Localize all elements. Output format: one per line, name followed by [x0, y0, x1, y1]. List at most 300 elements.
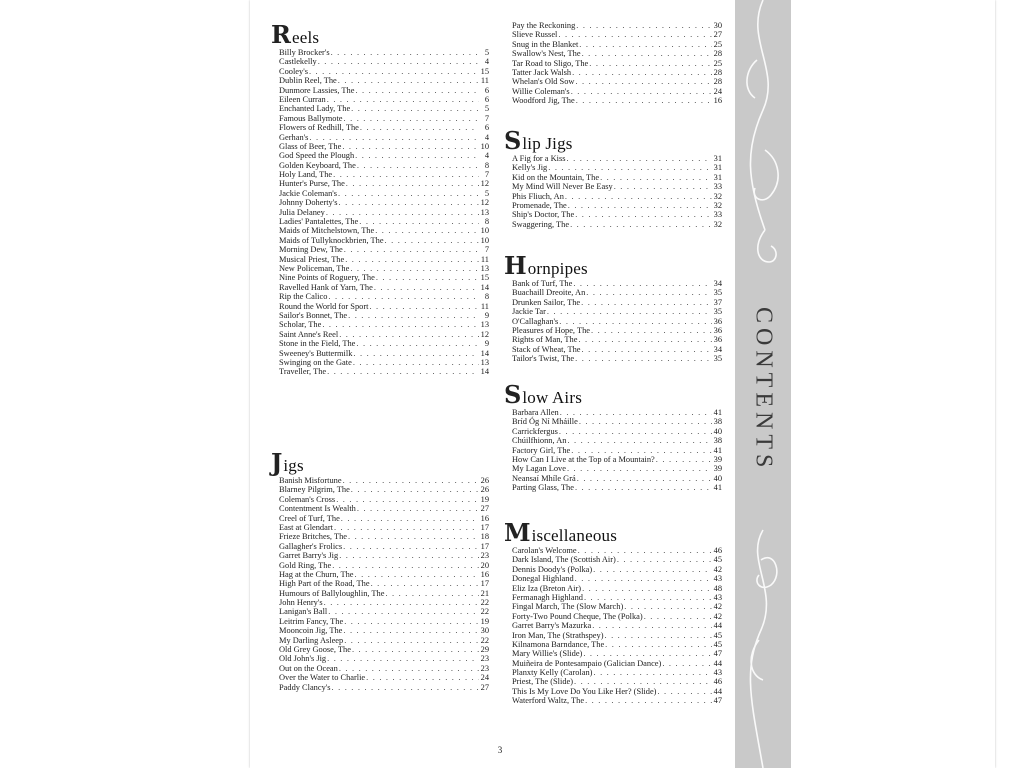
tune-title: Priest, The (Slide) [512, 677, 574, 687]
dot-leader [376, 273, 479, 282]
dot-leader [582, 584, 712, 593]
contents-entry [279, 598, 489, 607]
page-ref: 30 [713, 21, 722, 30]
tune-title: My Mind Will Never Be Easy [512, 182, 613, 192]
dot-leader [584, 593, 712, 602]
contents-entry [279, 76, 489, 85]
page-ref: 25 [713, 58, 722, 68]
tune-title: Garret Barry's Jig [279, 551, 339, 561]
dot-leader [352, 645, 479, 654]
page-ref: 39 [713, 454, 722, 464]
dot-leader [600, 173, 712, 182]
tune-title: O'Callaghan's [512, 316, 559, 326]
dot-leader [341, 514, 479, 523]
contents-entry [512, 354, 722, 363]
tune-title: Neansaí Mhíle Grá [512, 473, 576, 483]
tune-title: Mooncoin Jig, The [279, 626, 343, 636]
tune-title: Pleasures of Hope, The [512, 325, 590, 335]
contents-entry [512, 345, 722, 354]
dot-leader [575, 77, 712, 86]
tune-title: Sailor's Bonnet, The [279, 310, 348, 320]
dot-leader [575, 354, 712, 363]
page-ref: 4 [484, 151, 489, 161]
page-ref: 26 [480, 485, 489, 495]
contents-entry [279, 485, 489, 494]
page-ref: 9 [484, 310, 489, 320]
dot-leader [339, 551, 479, 560]
contents-entry [279, 330, 489, 339]
dot-leader [344, 636, 479, 645]
page-ref: 19 [480, 616, 489, 626]
contents-entry [279, 349, 489, 358]
page-ref: 12 [480, 329, 489, 339]
page-ref: 18 [480, 532, 489, 542]
tune-title: Swinging on the Gate [279, 357, 352, 367]
dot-leader [344, 114, 479, 123]
dot-leader [593, 565, 712, 574]
dot-leader [576, 21, 712, 30]
dot-leader [571, 87, 712, 96]
contents-entry [512, 154, 722, 163]
tune-title: Maids of Tullyknockbrien, The [279, 235, 384, 245]
page-ref: 36 [713, 335, 722, 345]
tune-title: Tar Road to Sligo, The [512, 58, 589, 68]
page-ref: 13 [480, 320, 489, 330]
tune-title: Rip the Calico [279, 292, 328, 302]
contents-entry [512, 574, 722, 583]
contents-entry [279, 523, 489, 532]
dot-leader [348, 532, 479, 541]
page-ref: 34 [713, 279, 722, 288]
page-ref: 23 [480, 654, 489, 664]
tune-title: Bríd Óg Ní Mháille [512, 417, 578, 427]
dot-leader [355, 86, 479, 95]
drop-cap: J [271, 448, 283, 477]
page-ref: 12 [480, 179, 489, 189]
tune-title: Buachaill Dreoite, An [512, 288, 586, 298]
contents-entry [512, 220, 722, 229]
dot-leader [605, 640, 712, 649]
tune-title: Hag at the Churn, The [279, 569, 354, 579]
section-title [504, 128, 722, 154]
section-title-rest: eels [291, 28, 320, 47]
tune-title: Carrickfergus [512, 426, 558, 436]
section-jigs [271, 448, 489, 692]
contents-entry [279, 104, 489, 113]
tune-title: Scholar, The [279, 320, 322, 330]
tune-title: Stack of Wheat, The [512, 344, 581, 354]
tune-title: Over the Water to Charlie [279, 673, 366, 683]
page-ref: 23 [480, 663, 489, 673]
page-ref: 15 [480, 273, 489, 283]
contents-entry [279, 645, 489, 654]
contents-entry [512, 436, 722, 445]
contents-entry [279, 514, 489, 523]
tune-title: My Darling Asleep [279, 635, 344, 645]
section-title [504, 520, 722, 546]
page-ref: 11 [480, 254, 489, 264]
page-ref: 14 [480, 282, 489, 292]
contents-entry [279, 683, 489, 692]
page-ref: 47 [713, 649, 722, 659]
contents-entry [512, 621, 722, 630]
contents-entry [512, 446, 722, 455]
page-ref: 9 [484, 339, 489, 349]
dot-leader [328, 607, 479, 616]
contents-entry [279, 273, 489, 282]
contents-entry [512, 335, 722, 344]
tune-title: Iron Man, The (Strathspey) [512, 630, 604, 640]
dot-leader [309, 133, 479, 142]
dot-leader [353, 358, 479, 367]
dot-leader [369, 302, 479, 311]
page-ref: 44 [713, 686, 722, 696]
page-ref: 13 [480, 357, 489, 367]
contents-entry [512, 546, 722, 555]
section-title-rest: ornpipes [527, 259, 588, 278]
tune-title: Creel of Turf, The [279, 513, 340, 523]
contents-entry [279, 504, 489, 513]
page-ref: 43 [713, 592, 722, 602]
dot-leader [573, 279, 712, 288]
dot-leader [586, 288, 712, 297]
dot-leader [331, 48, 479, 57]
dot-leader [350, 264, 479, 273]
dot-leader [334, 523, 479, 532]
dot-leader [656, 455, 712, 464]
contents-vertical-title: CONTENTS [750, 307, 777, 473]
contents-entry [512, 21, 722, 30]
dot-leader [326, 208, 479, 217]
dot-leader [318, 57, 479, 66]
tune-title: Willie Coleman's [512, 86, 570, 96]
dot-leader [548, 163, 712, 172]
contents-entry [279, 579, 489, 588]
page-ref: 22 [480, 598, 489, 608]
contents-entry [279, 217, 489, 226]
contents-entry [512, 417, 722, 426]
page-ref: 32 [713, 191, 722, 201]
contents-entry [279, 226, 489, 235]
page-ref: 46 [713, 546, 722, 555]
page-ref: 35 [713, 288, 722, 298]
contents-entry [279, 367, 489, 376]
dot-leader [351, 104, 479, 113]
contents-entry [279, 208, 489, 217]
tune-title: Castlekelly [279, 57, 317, 67]
tune-title: Kid on the Mountain, The [512, 172, 600, 182]
page-ref: 7 [484, 113, 489, 123]
tune-title: Cooley's [279, 66, 308, 76]
page-ref: 22 [480, 635, 489, 645]
dot-leader [356, 339, 479, 348]
dot-leader [374, 283, 479, 292]
tune-title: Swaggering, The [512, 219, 570, 229]
dot-leader [339, 330, 479, 339]
tune-title: Golden Keyboard, The [279, 160, 356, 170]
dot-leader [578, 335, 712, 344]
tune-title: Barbara Allen [512, 408, 559, 417]
tune-title: Fingal March, The (Slow March) [512, 602, 624, 612]
page-ref: 14 [480, 348, 489, 358]
contents-entry [279, 673, 489, 682]
tune-title: Maids of Mitchelstown, The [279, 226, 375, 236]
tune-title: Leitrim Fancy, The [279, 616, 344, 626]
page-ref: 35 [713, 307, 722, 317]
contents-entry [279, 339, 489, 348]
contents-entry [279, 589, 489, 598]
page-ref: 39 [713, 464, 722, 474]
contents-entry [279, 198, 489, 207]
section-title [271, 450, 489, 476]
contents-entry [512, 77, 722, 86]
contents-entry [512, 659, 722, 668]
tune-title: Drunken Sailor, The [512, 297, 581, 307]
drop-cap: R [271, 20, 291, 49]
contents-entry [512, 565, 722, 574]
dot-leader [332, 561, 479, 570]
drop-cap: H [504, 251, 527, 280]
page-ref: 32 [713, 200, 722, 210]
page-ref: 41 [713, 483, 722, 493]
tune-title: Phis Fliuch, An [512, 191, 564, 201]
page-ref: 42 [713, 564, 722, 574]
section-title [271, 22, 489, 48]
dot-leader [343, 476, 479, 485]
tune-title: Blarney Pilgrim, The [279, 485, 350, 495]
page-ref: 36 [713, 316, 722, 326]
drop-cap: S [504, 380, 522, 409]
contents-entry [279, 570, 489, 579]
contents-entry [512, 326, 722, 335]
contents-entry [279, 48, 489, 57]
contents-entry [512, 464, 722, 473]
tune-title: Holy Land, The [279, 170, 333, 180]
section-slow-airs [504, 380, 722, 493]
contents-entry [279, 626, 489, 635]
page-ref: 31 [713, 172, 722, 182]
contents-entry [512, 279, 722, 288]
page-ref: 17 [480, 541, 489, 551]
section-title-rest: igs [283, 456, 304, 475]
tune-title: Fermanagh Highland [512, 592, 583, 602]
contents-entry [512, 593, 722, 602]
page-ref: 21 [480, 588, 489, 598]
contents-entry [279, 264, 489, 273]
tune-title: Frieze Britches, The [279, 532, 347, 542]
dot-leader [574, 677, 712, 686]
dot-leader [333, 170, 479, 179]
tune-title: Billy Brocker's [279, 48, 330, 57]
contents-entry [512, 408, 722, 417]
tune-title: Promenade, The [512, 200, 567, 210]
dot-leader [589, 59, 712, 68]
page-ref: 30 [480, 626, 489, 636]
page-ref: 29 [480, 645, 489, 655]
dot-leader [343, 542, 479, 551]
section-title-rest: low Airs [522, 388, 583, 407]
tune-title: Dennis Doody's (Polka) [512, 564, 593, 574]
contents-entry [512, 59, 722, 68]
dot-leader [575, 210, 712, 219]
dot-leader [327, 367, 479, 376]
page-ref: 42 [713, 611, 722, 621]
page-ref: 40 [713, 426, 722, 436]
tune-title: Jackie Coleman's [279, 188, 338, 198]
contents-entry [512, 649, 722, 658]
dot-leader [322, 320, 479, 329]
page-ref: 16 [480, 513, 489, 523]
contents-entry [279, 320, 489, 329]
contents-entry [512, 68, 722, 77]
contents-entry [512, 182, 722, 191]
section-hornpipes [504, 251, 722, 364]
page-ref: 42 [713, 602, 722, 612]
contents-entry [279, 358, 489, 367]
contents-entry [512, 96, 722, 105]
tune-title: Morning Dew, The [279, 245, 343, 255]
page-ref: 16 [480, 569, 489, 579]
tune-title: Tailor's Twist, The [512, 354, 575, 364]
contents-entry [512, 163, 722, 172]
contents-entry [512, 602, 722, 611]
tune-title: Humours of Ballyloughlin, The [279, 588, 385, 598]
section-title [504, 382, 722, 408]
dot-leader [565, 192, 712, 201]
dot-leader [585, 696, 712, 705]
dot-leader [558, 30, 712, 39]
dot-leader [560, 408, 712, 417]
dot-leader [343, 626, 479, 635]
contents-entry [279, 179, 489, 188]
tune-title: Chúilfhionn, An [512, 436, 567, 446]
contents-entry [512, 687, 722, 696]
page-ref: 43 [713, 668, 722, 678]
contents-entry [512, 483, 722, 492]
page-ref: 40 [713, 473, 722, 483]
dot-leader [604, 631, 712, 640]
tune-title: Banish Misfortune [279, 476, 342, 485]
page-ref: 11 [480, 76, 489, 86]
dot-leader [657, 687, 712, 696]
dot-leader [344, 245, 479, 254]
dot-leader [617, 555, 712, 564]
contents-entry [279, 142, 489, 151]
section-slip-jigs [504, 126, 722, 229]
dot-leader [591, 326, 712, 335]
dot-leader [567, 436, 712, 445]
contents-entry [279, 245, 489, 254]
tune-title: Flowers of Redhill, The [279, 123, 359, 133]
dot-leader [559, 427, 712, 436]
page-ref: 38 [713, 417, 722, 427]
tune-title: Ship's Doctor, The [512, 210, 575, 220]
dot-leader [309, 67, 479, 76]
page-ref: 10 [480, 226, 489, 236]
page-ref: 32 [713, 219, 722, 229]
tune-title: Eileen Curran [279, 94, 326, 104]
page-ref: 4 [484, 57, 489, 67]
contents-entry [279, 67, 489, 76]
tune-title: Lanigan's Ball [279, 607, 328, 617]
dot-leader [559, 317, 712, 326]
tune-title: Ravelled Hank of Yarn, The [279, 282, 373, 292]
page-ref: 27 [480, 504, 489, 514]
contents-entry [512, 455, 722, 464]
contents-entry [279, 161, 489, 170]
tune-title: Woodford Jig, The [512, 96, 575, 106]
dot-leader [644, 612, 712, 621]
page-ref: 45 [713, 555, 722, 565]
contents-entry [279, 664, 489, 673]
page-ref: 36 [713, 325, 722, 335]
contents-entry [512, 427, 722, 436]
page-ref: 41 [713, 408, 722, 417]
tune-title: Dark Island, The (Scottish Air) [512, 555, 616, 565]
dot-leader [567, 154, 712, 163]
page-ref: 45 [713, 639, 722, 649]
dot-leader [357, 161, 479, 170]
dot-leader [593, 668, 712, 677]
contents-entry [279, 283, 489, 292]
dot-leader [348, 311, 479, 320]
page-ref: 48 [713, 583, 722, 593]
page-ref: 5 [484, 104, 489, 114]
tune-title: Donegal Highland [512, 574, 574, 584]
tune-title: God Speed the Plough [279, 151, 355, 161]
contents-entry [279, 311, 489, 320]
tune-title: Ladies' Pantalettes, The [279, 217, 359, 227]
dot-leader [339, 664, 479, 673]
contents-entry [279, 617, 489, 626]
page-ref: 7 [484, 170, 489, 180]
dot-leader [575, 574, 712, 583]
page-ref: 45 [713, 630, 722, 640]
contents-entry [512, 210, 722, 219]
page-ref: 27 [713, 30, 722, 40]
tune-title: Round the World for Sport [279, 301, 369, 311]
contents-entry [512, 612, 722, 621]
contents-entry [512, 640, 722, 649]
page-ref: 17 [480, 522, 489, 532]
tune-title: Hunter's Purse, The [279, 179, 345, 189]
dot-leader [328, 292, 479, 301]
page-ref: 13 [480, 263, 489, 273]
page-ref: 8 [484, 217, 489, 227]
dot-leader [578, 546, 712, 555]
tune-title: Old Grey Goose, The [279, 645, 351, 655]
dot-leader [324, 598, 479, 607]
tune-title: John Henry's [279, 598, 323, 608]
page-ref: 24 [480, 673, 489, 683]
page-ref: 33 [713, 210, 722, 220]
contents-entry [512, 298, 722, 307]
contents-entry [279, 551, 489, 560]
dot-leader [327, 95, 479, 104]
dot-leader [582, 49, 712, 58]
tune-title: Dunmore Lassies, The [279, 85, 355, 95]
dot-leader [577, 474, 712, 483]
dot-leader [583, 649, 712, 658]
tune-title: Sweeney's Buttermilk [279, 348, 353, 358]
tune-title: Mary Willie's (Slide) [512, 649, 583, 659]
section-miscellaneous [504, 518, 722, 706]
tune-title: How Can I Live at the Top of a Mountain? [512, 454, 655, 464]
contents-entry [512, 49, 722, 58]
contents-entry [279, 561, 489, 570]
dot-leader [346, 179, 479, 188]
contents-entry [512, 173, 722, 182]
